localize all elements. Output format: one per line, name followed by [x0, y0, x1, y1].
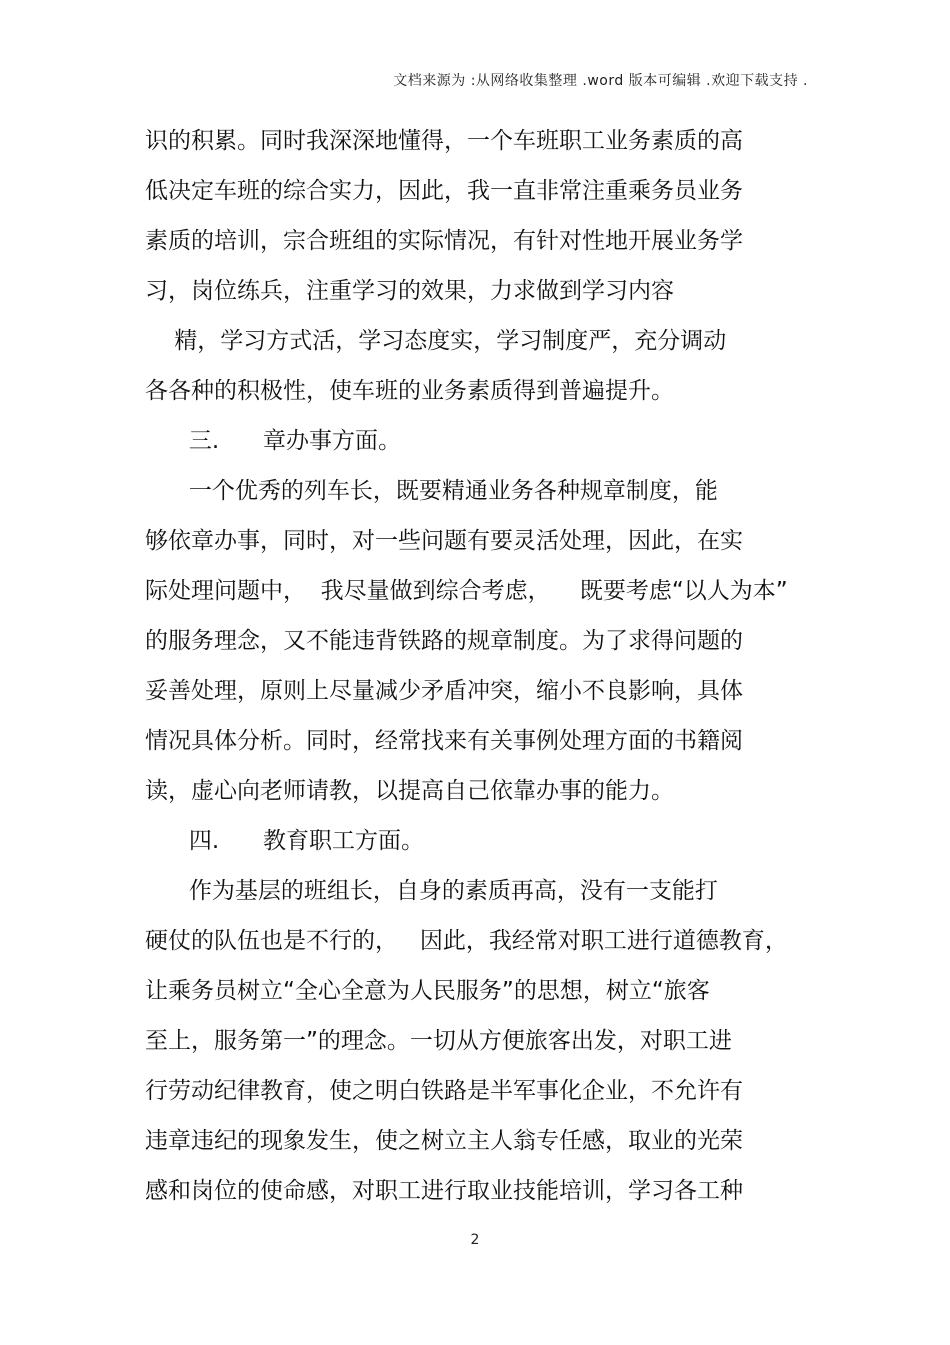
body-line: 至上，服务第一”的理念。一切从方便旅客出发，对职工进 [145, 1028, 732, 1054]
section-heading: 四. 教育职工方面。 [145, 828, 425, 854]
body-line: 际处理问题中， 我尽量做到综合考虑， 既要考虑“以人为本” [145, 578, 788, 604]
page-number: 2 [470, 1232, 480, 1248]
body-line: 习，岗位练兵，注重学习的效果，力求做到学习内容 [145, 278, 674, 304]
body-line: 识的积累。同时我深深地懂得，一个车班职工业务素质的高 [145, 128, 743, 154]
body-line: 情况具体分析。同时，经常找来有关事例处理方面的书籍阅 [145, 728, 743, 754]
body-line: 妥善处理，原则上尽量减少矛盾冲突，缩小不良影响，具体 [145, 678, 743, 704]
body-line: 一个优秀的列车长，既要精通业务各种规章制度，能 [145, 478, 718, 504]
body-line: 硬仗的队伍也是不行的， 因此，我经常对职工进行道德教育， [145, 928, 788, 954]
body-line: 的服务理念，又不能违背铁路的规章制度。为了求得问题的 [145, 628, 743, 654]
body-line: 读，虚心向老师请教，以提高自己依靠办事的能力。 [145, 778, 674, 804]
body-line: 违章违纪的现象发生，使之树立主人翁专任感，取业的光荣 [145, 1128, 743, 1154]
body-line: 让乘务员树立“全心全意为人民服务”的思想，树立“旅客 [145, 978, 710, 1004]
body-line: 作为基层的班组长，自身的素质再高，没有一支能打 [145, 878, 718, 904]
body-line: 素质的培训，宗合班组的实际情况，有针对性地开展业务学 [145, 228, 743, 254]
body-line: 精，学习方式活，学习态度实，学习制度严，充分调动 [145, 328, 727, 354]
body-line: 各各种的积极性，使车班的业务素质得到普遍提升。 [145, 378, 674, 404]
body-line: 够依章办事，同时，对一些问题有要灵活处理，因此，在实 [145, 528, 743, 554]
body-line: 低决定车班的综合实力，因此，我一直非常注重乘务员业务 [145, 178, 743, 204]
source-note-header: 文档来源为 :从网络收集整理 .word 版本可编辑 .欢迎下载支持 . [393, 73, 808, 89]
body-line: 感和岗位的使命感，对职工进行取业技能培训，学习各工种 [145, 1178, 743, 1204]
body-line: 行劳动纪律教育，使之明白铁路是半军事化企业，不允许有 [145, 1078, 743, 1104]
section-heading: 三. 章办事方面。 [145, 428, 402, 454]
